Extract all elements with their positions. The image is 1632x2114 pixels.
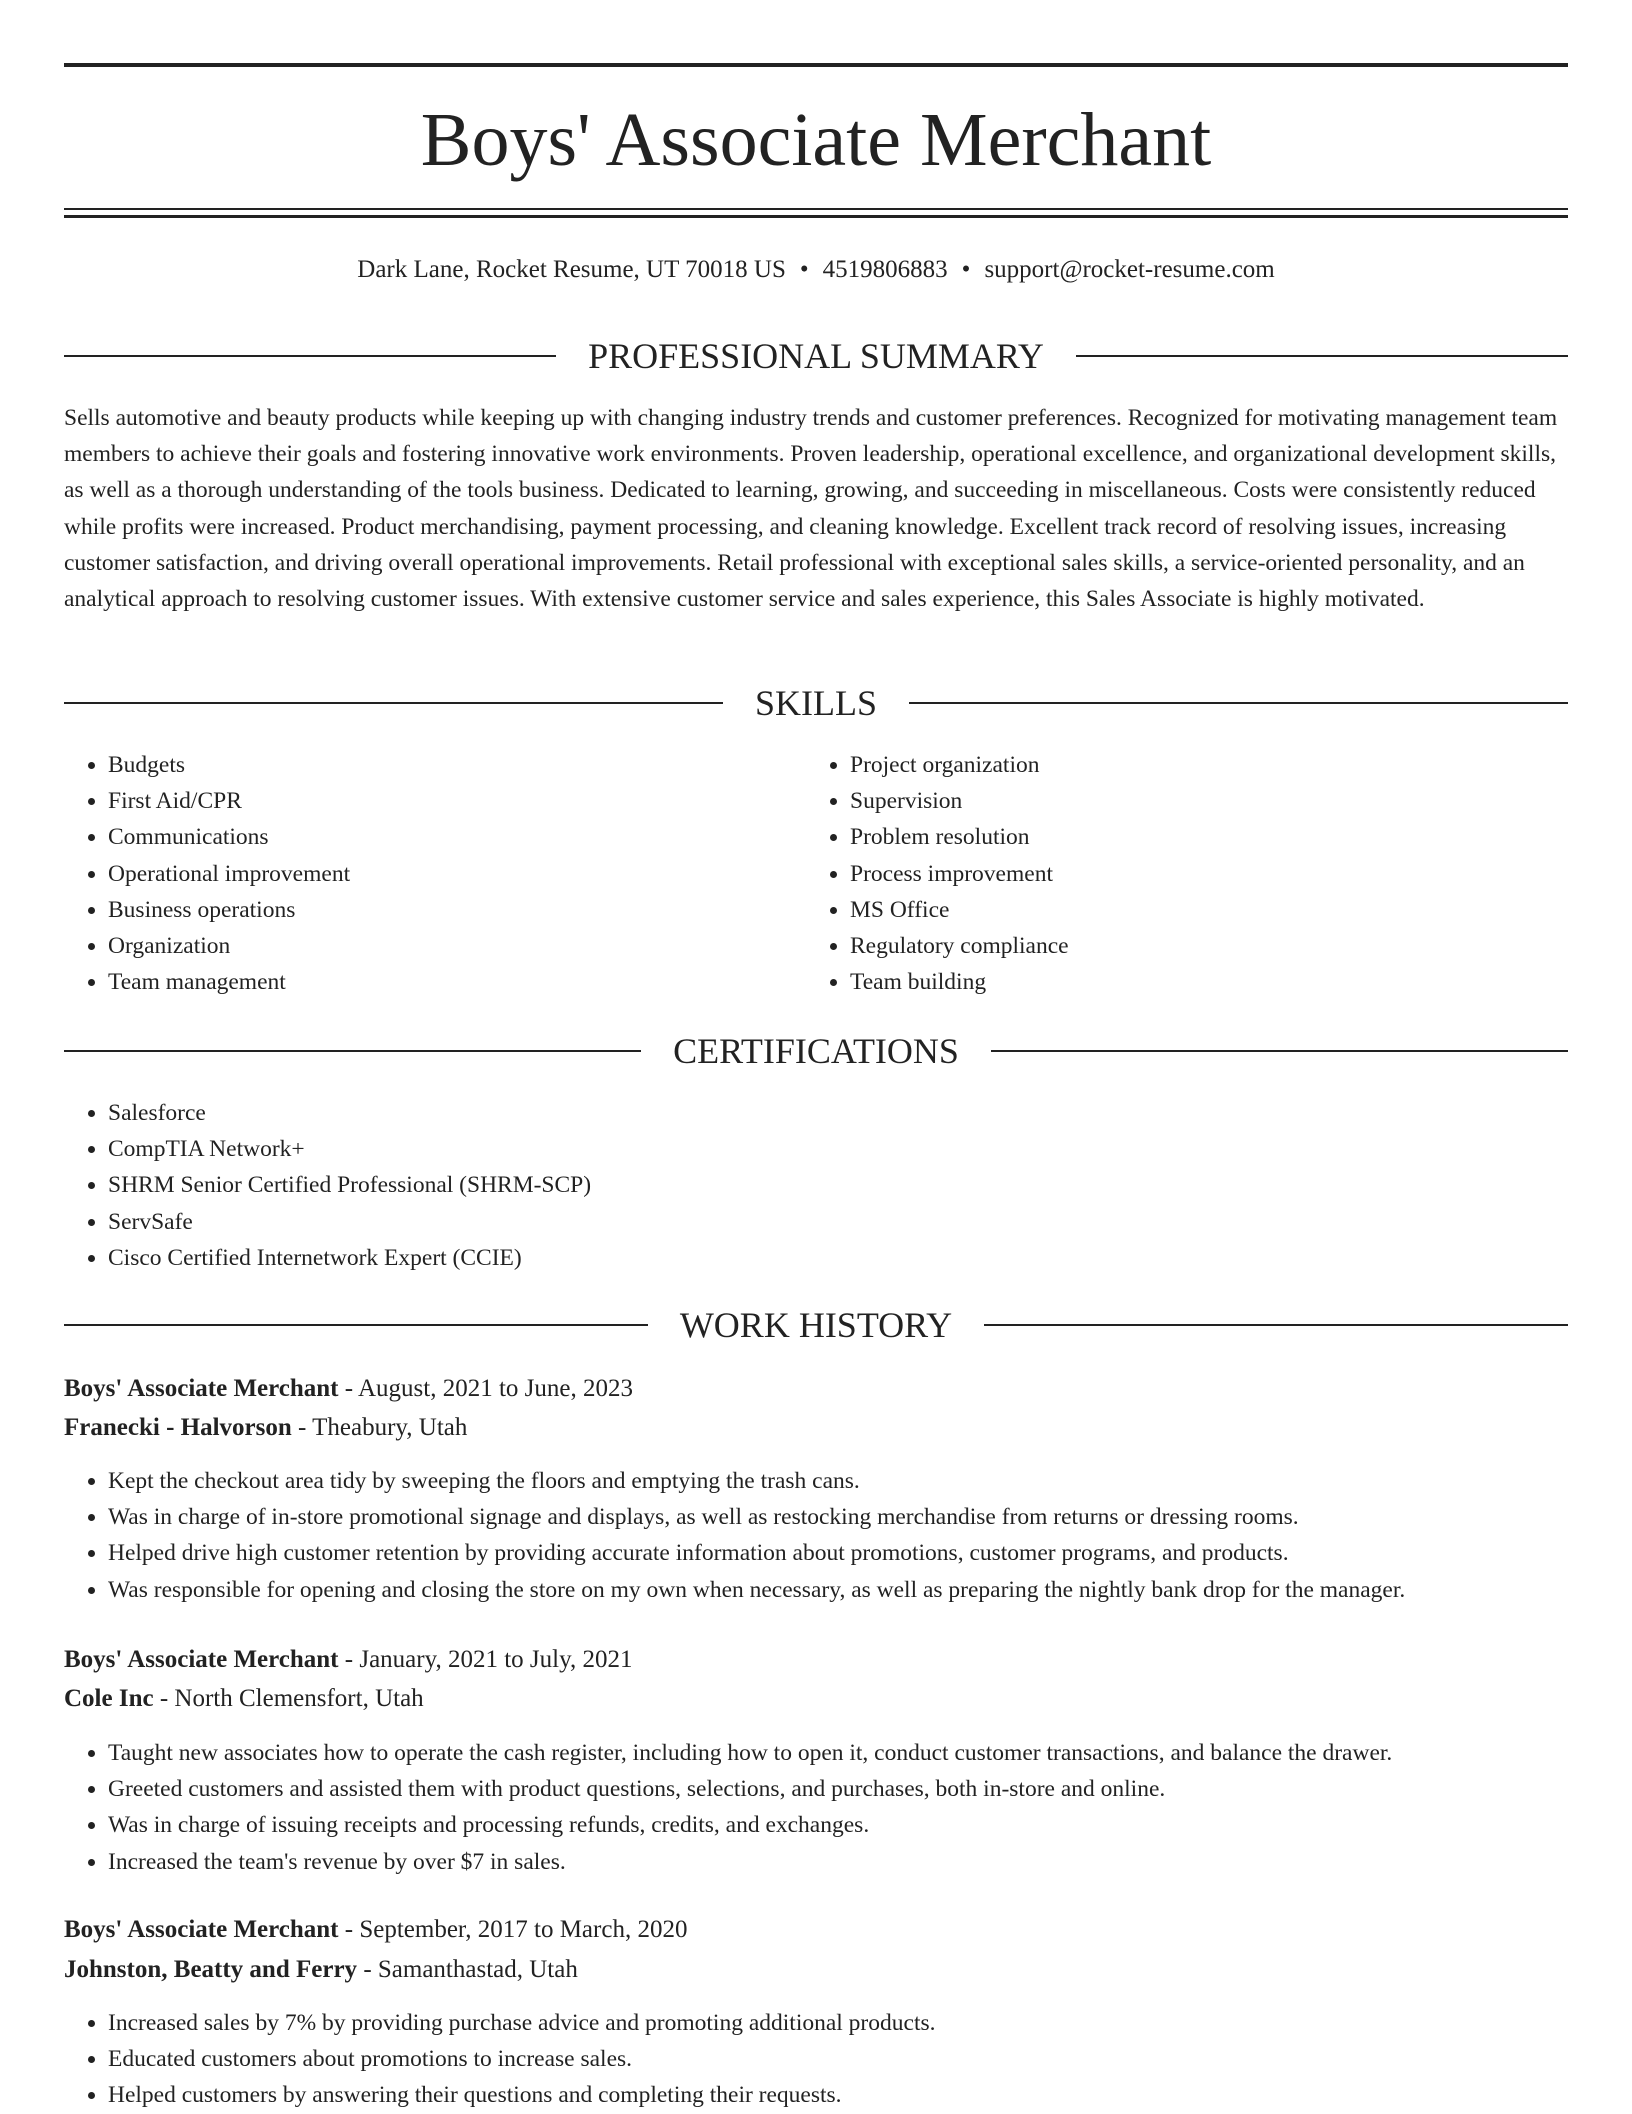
job-title: Boys' Associate Merchant — [64, 1916, 339, 1943]
divider-line — [64, 1324, 648, 1326]
summary-text: Sells automotive and beauty products while keeping up with changing industry trends and customer preferences. Recognized for motivating management team members to achieve their goals and fostering innovative work environments. Proven leadership, operational excellence, and organizational development skills, as well as a thorough understanding of the tools business. Dedicated to learning, growing, and succeeding in miscellaneous. Costs were consistently reduced while profits were increased. Product merchandising, payment processing, and cleaning knowledge. Excellent track record of resolving issues, increasing customer satisfaction, and driving overall operational improvements. Retail professional with exceptional sales skills, a service-oriented personality, and an analytical approach to resolving customer issues. With extensive customer service and sales experience, this Sales Associate is highly motivated. — [64, 405, 1558, 613]
job-title: Boys' Associate Merchant — [64, 1646, 339, 1673]
job-location: - Samanthastad, Utah — [357, 1956, 578, 1983]
certification-item: • CompTIA Network+ — [108, 1131, 1568, 1167]
divider-line — [909, 702, 1568, 704]
header-rule-lower — [64, 215, 1568, 218]
job-location: - North Clemensfort, Utah — [153, 1685, 424, 1712]
header-top-rule — [64, 63, 1568, 67]
skill-item: • Problem resolution — [850, 819, 1550, 855]
section-header-skills — [64, 681, 1568, 725]
job-bullets — [64, 1463, 1608, 1608]
job-bullet: • Increased sales by 7% by providing purchase advice and promoting additional products. — [108, 2005, 1608, 2041]
job-bullets — [64, 2005, 1608, 2114]
certification-item: • Salesforce — [108, 1095, 1568, 1131]
resume-name: Boys' Associate Merchant — [420, 98, 1212, 182]
job-bullet: • Increased the team's revenue by over $7 in sales. — [108, 1844, 1608, 1880]
section-header-work-history — [64, 1303, 1568, 1347]
section-title-skills: SKILLS — [755, 683, 878, 723]
job-company-line — [64, 1411, 1568, 1445]
section-title-certifications: CERTIFICATIONS — [673, 1031, 959, 1071]
skill-item: • MS Office — [850, 892, 1550, 928]
job-bullet: • Kept the checkout area tidy by sweeping the floors and emptying the trash cans. — [108, 1463, 1608, 1499]
section-title-work-history: WORK HISTORY — [679, 1305, 953, 1345]
divider-line — [64, 702, 723, 704]
divider-line — [64, 1050, 641, 1052]
header-rule-upper — [64, 208, 1568, 210]
job-company-line — [64, 1682, 1568, 1716]
skill-item: • Regulatory compliance — [850, 928, 1550, 964]
job-company: Johnston, Beatty and Ferry — [64, 1956, 358, 1983]
job-bullet: • Helped drive high customer retention by providing accurate information about promotions, customer programs, and products. — [108, 1535, 1608, 1571]
job-company-line — [64, 1953, 1568, 1987]
skill-item: • Process improvement — [850, 856, 1550, 892]
job-bullet: • Was in charge of in-store promotional signage and displays, as well as restocking merchandise from returns or dressing rooms. — [108, 1499, 1608, 1535]
skill-item: • Project organization — [850, 747, 1550, 783]
divider-line — [64, 355, 556, 357]
skill-item: • Team building — [850, 964, 1550, 1000]
job-title-line — [64, 1913, 1568, 1947]
job-company: Cole Inc — [64, 1685, 154, 1712]
contact-phone: 4519806883 — [822, 256, 948, 283]
contact-separator: • — [961, 256, 971, 283]
job-bullet: • Helped customers by answering their questions and completing their requests. — [108, 2077, 1608, 2113]
certification-item: • ServSafe — [108, 1204, 1568, 1240]
contact-address: Dark Lane, Rocket Resume, UT 70018 US — [357, 256, 786, 283]
skill-item: • Budgets — [108, 747, 808, 783]
job-bullet: • Greeted customers and assisted them with product questions, selections, and purchases, both in-store and online. — [108, 1771, 1608, 1807]
job-title-line — [64, 1372, 1568, 1406]
skill-item: • Supervision — [850, 783, 1550, 819]
skills-list-left — [64, 747, 808, 1000]
contact-email[interactable]: support@rocket-resume.com — [984, 256, 1275, 283]
job-title: Boys' Associate Merchant — [64, 1375, 339, 1402]
contact-separator: • — [799, 256, 809, 283]
job-location: - Theabury, Utah — [291, 1414, 468, 1441]
job-dates: - January, 2021 to July, 2021 — [338, 1646, 633, 1673]
skill-item: • First Aid/CPR — [108, 783, 808, 819]
skill-item: • Team management — [108, 964, 808, 1000]
job-bullet: • Was in charge of issuing receipts and processing refunds, credits, and exchanges. — [108, 1807, 1608, 1843]
section-header-summary — [64, 334, 1568, 378]
skills-list-right — [806, 747, 1550, 1000]
job-bullet: • Was responsible for opening and closing the store on my own when necessary, as well as preparing the nightly bank drop for the manager. — [108, 1572, 1608, 1608]
skill-item: • Business operations — [108, 892, 808, 928]
divider-line — [1076, 355, 1568, 357]
job-title-line — [64, 1643, 1568, 1677]
divider-line — [984, 1324, 1568, 1326]
certification-item: • Cisco Certified Internetwork Expert (CCIE) — [108, 1240, 1568, 1276]
job-bullet: • Educated customers about promotions to increase sales. — [108, 2041, 1608, 2077]
job-bullets — [64, 1735, 1608, 1880]
certification-item: • SHRM Senior Certified Professional (SHRM-SCP) — [108, 1167, 1568, 1203]
divider-line — [991, 1050, 1568, 1052]
job-bullet: • Taught new associates how to operate the cash register, including how to open it, conduct customer transactions, and balance the drawer. — [108, 1735, 1608, 1771]
skill-item: • Operational improvement — [108, 856, 808, 892]
job-dates: - September, 2017 to March, 2020 — [338, 1916, 688, 1943]
section-title-summary: PROFESSIONAL SUMMARY — [588, 336, 1044, 376]
job-company: Franecki - Halvorson — [64, 1414, 292, 1441]
section-header-certifications — [64, 1029, 1568, 1073]
skill-item: • Organization — [108, 928, 808, 964]
job-dates: - August, 2021 to June, 2023 — [338, 1375, 633, 1402]
contact-line — [64, 254, 1568, 286]
certifications-list — [64, 1095, 1568, 1276]
skill-item: • Communications — [108, 819, 808, 855]
